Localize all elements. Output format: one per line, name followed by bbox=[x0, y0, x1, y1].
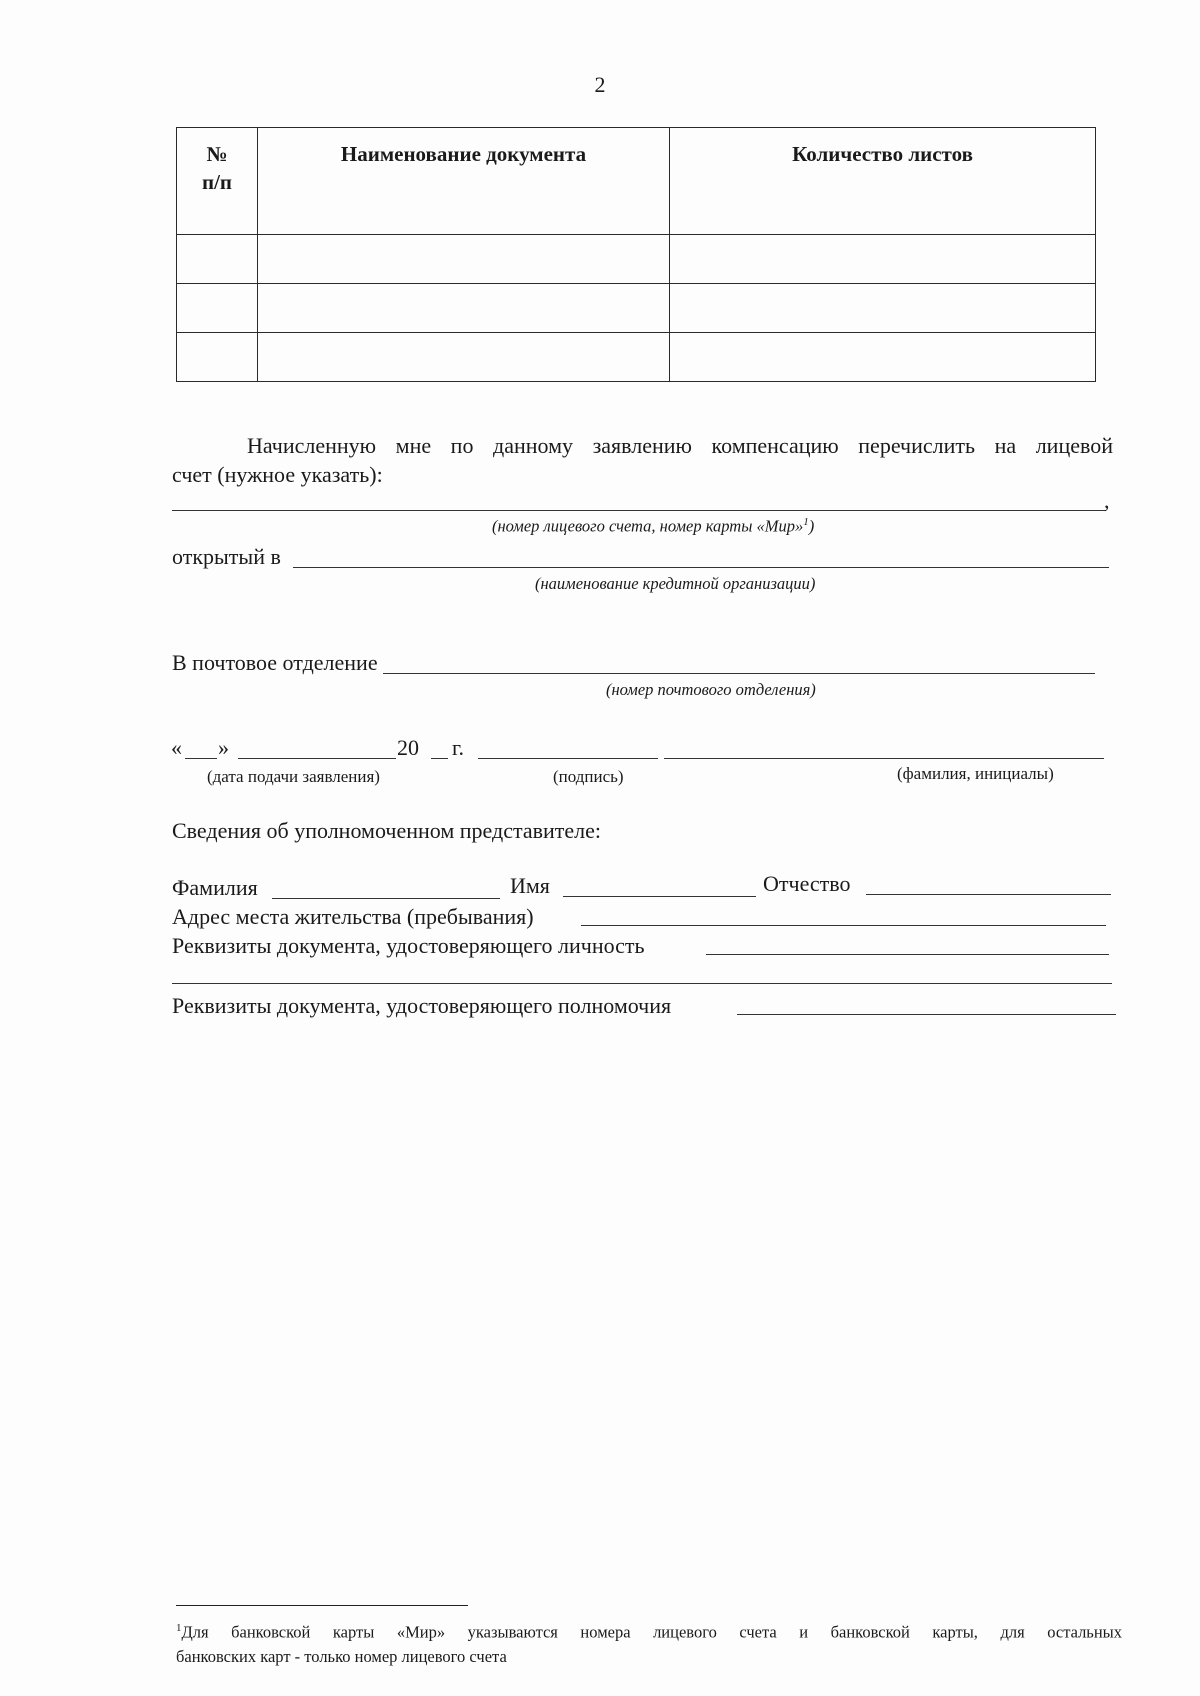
table-cell[interactable] bbox=[670, 235, 1096, 284]
payment-instruction-line2: счет (нужное указать): bbox=[172, 462, 383, 487]
surname-label: Фамилия bbox=[172, 875, 258, 900]
address-label: Адрес места жительства (пребывания) bbox=[172, 904, 534, 929]
table-cell[interactable] bbox=[258, 333, 670, 382]
post-office-hint: (номер почтового отделения) bbox=[606, 680, 816, 699]
table-cell[interactable] bbox=[177, 235, 258, 284]
footnote-line1: $^1$Для банковской карты «Мир» указываются номера лицевого счета и банковской карты, для остальных bbox=[176, 1622, 1122, 1642]
account-number-field[interactable] bbox=[172, 510, 1106, 511]
documents-table bbox=[176, 127, 1096, 382]
id-document-label: Реквизиты документа, удостоверяющего личность bbox=[172, 933, 645, 958]
address-field[interactable] bbox=[581, 925, 1106, 926]
patronymic-field[interactable] bbox=[866, 894, 1111, 895]
authority-document-label: Реквизиты документа, удостоверяющего полномочия bbox=[172, 993, 672, 1018]
table-cell[interactable] bbox=[258, 284, 670, 333]
table-row bbox=[177, 333, 1096, 382]
first-name-label: Имя bbox=[510, 873, 550, 898]
signature-caption: (подпись) bbox=[553, 767, 624, 786]
table-row bbox=[177, 284, 1096, 333]
date-close-quote: » bbox=[218, 735, 229, 760]
footnote-line2: банковских карт - только номер лицевого счета bbox=[176, 1647, 507, 1666]
page-number: 2 bbox=[594, 72, 606, 97]
full-name-caption: (фамилия, инициалы) bbox=[897, 764, 1054, 783]
id-document-field[interactable] bbox=[706, 954, 1109, 955]
footnote-separator bbox=[176, 1605, 468, 1606]
bank-hint: (наименование кредитной организации) bbox=[535, 574, 816, 593]
post-office-label: В почтовое отделение bbox=[172, 650, 378, 675]
header-sheet-count: Количество листов bbox=[670, 128, 1096, 235]
table-cell[interactable] bbox=[177, 284, 258, 333]
table-cell[interactable] bbox=[258, 235, 670, 284]
year-suffix: г. bbox=[452, 735, 465, 760]
representative-heading: Сведения об уполномоченном представителе: bbox=[172, 818, 602, 843]
authority-document-field[interactable] bbox=[737, 1014, 1116, 1015]
header-document-name: Наименование документа bbox=[258, 128, 670, 235]
bank-name-field[interactable] bbox=[293, 567, 1109, 568]
header-number bbox=[177, 128, 258, 235]
account-comma: , bbox=[1104, 488, 1110, 513]
year-field[interactable] bbox=[431, 758, 448, 759]
date-caption: (дата подачи заявления) bbox=[207, 767, 380, 786]
year-prefix: 20 bbox=[397, 735, 419, 760]
table-row bbox=[177, 235, 1096, 284]
table-header-row bbox=[177, 128, 1096, 235]
day-field[interactable] bbox=[185, 758, 217, 759]
signature-field[interactable] bbox=[478, 758, 658, 759]
surname-field[interactable] bbox=[272, 898, 500, 899]
patronymic-label: Отчество bbox=[763, 871, 851, 896]
first-name-field[interactable] bbox=[563, 896, 756, 897]
month-field[interactable] bbox=[238, 758, 396, 759]
account-hint: (номер лицевого счета, номер карты «Мир»$^1$) bbox=[492, 516, 815, 536]
full-name-field[interactable] bbox=[664, 758, 1104, 759]
header-number-symbol: № bbox=[206, 142, 228, 166]
payment-instruction-line1: Начисленную мне по данному заявлению компенсацию перечислить на лицевой bbox=[247, 433, 1113, 458]
opened-in-label: открытый в bbox=[172, 544, 281, 569]
table-cell[interactable] bbox=[670, 333, 1096, 382]
post-office-field[interactable] bbox=[383, 673, 1095, 674]
id-document-field-continued[interactable] bbox=[172, 983, 1112, 984]
table-cell[interactable] bbox=[670, 284, 1096, 333]
table-cell[interactable] bbox=[177, 333, 258, 382]
date-open-quote: « bbox=[171, 735, 182, 760]
header-number-pp: п/п bbox=[201, 170, 233, 194]
